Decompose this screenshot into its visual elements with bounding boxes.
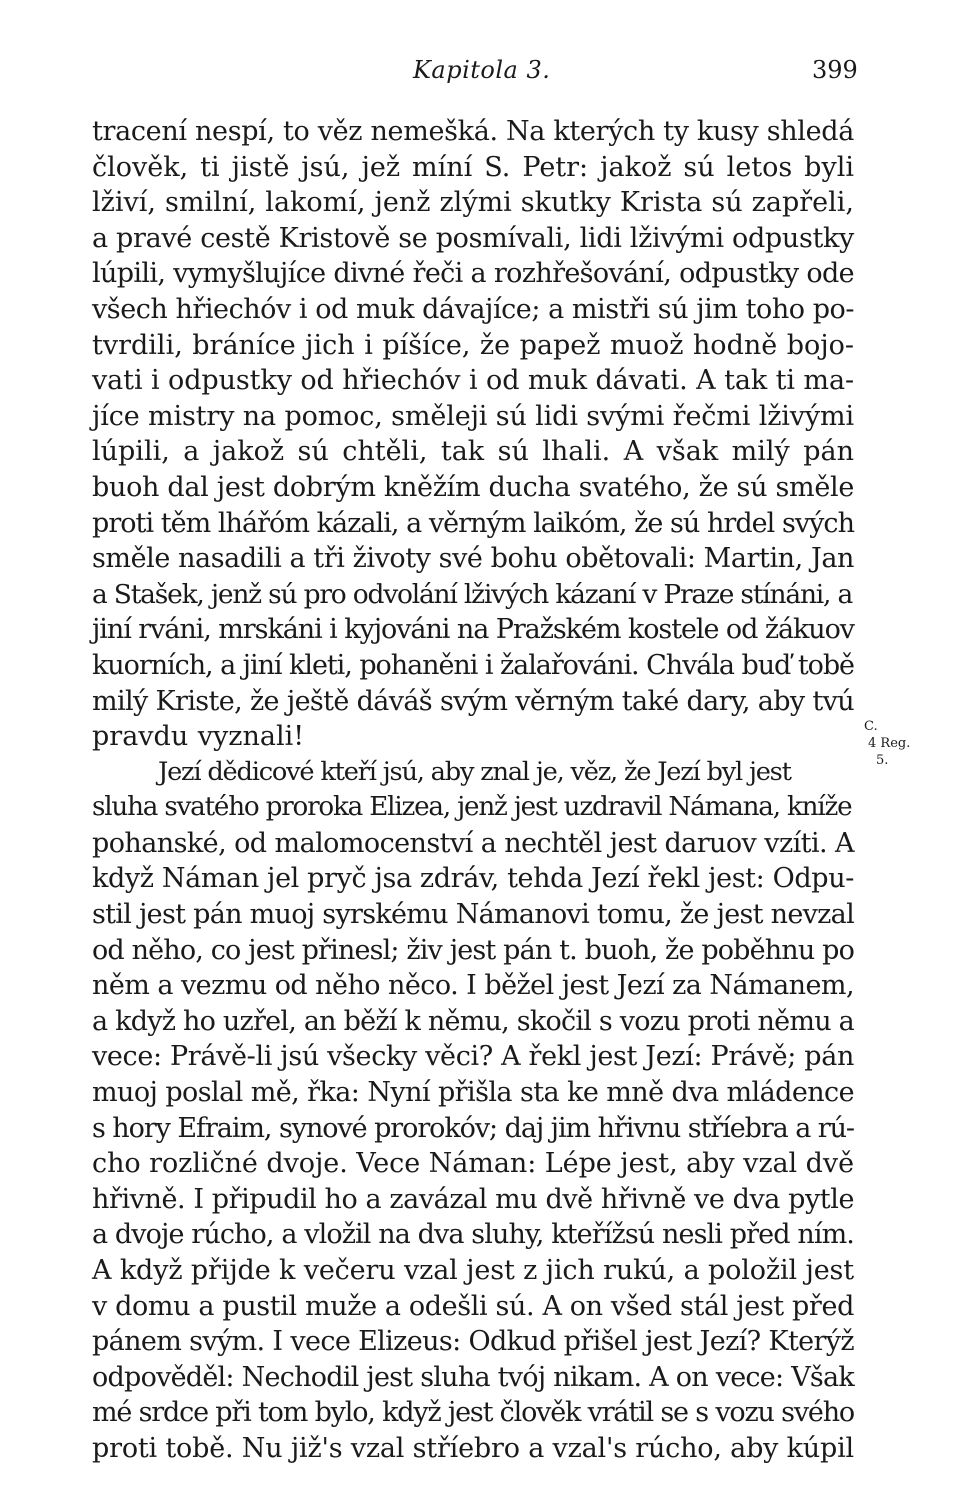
text-line: od něho, co jest přinesl; živ jest pán t. buoh, že poběhnu po	[92, 934, 854, 966]
text-line: pánem svým. I vece Elizeus: Odkud přišel jest Jezí? Kterýž	[92, 1326, 854, 1358]
body-text	[92, 114, 854, 1467]
text-line: buoh dal jest dobrým kněžím ducha svatého, že sú směle	[92, 471, 854, 503]
margin-note-verse: 5.	[876, 753, 889, 768]
text-line: Jezí dědicové kteří jsú, aby znal je, věz, že Jezí byl jest	[158, 756, 791, 787]
text-line: když Náman jel pryč jsa zdráv, tehda Jezí řekl jest: Odpu-	[92, 863, 854, 895]
text-line: tvrdili, bráníce jich i píšíce, že papež muož hodně bojo-	[92, 329, 854, 361]
text-line: s hory Efraim, synové prorokóv; daj jim hřivnu stříebra a rú-	[92, 1112, 854, 1144]
text-line: všech hřiechóv i od muk dávajíce; a mistři sú jim toho po-	[92, 293, 854, 325]
text-line: jiní rváni, mrskáni i kyjováni na Pražském kostele od žákuov	[92, 614, 854, 646]
text-line: a Stašek, jenž sú pro odvolání lživých kázaní v Praze stínáni, a	[92, 578, 853, 610]
text-line: lúpili, a jakož sú chtěli, tak sú lhali. A však milý pán	[92, 436, 854, 468]
page-number: 399	[812, 56, 858, 84]
text-line: lúpili, vymyšlujíce divné řeči a rozhřešování, odpustky ode	[92, 258, 854, 290]
text-line: sluha svatého proroka Elizea, jenž jest uzdravil Námana, kníže	[92, 792, 852, 823]
text-line: vece: Právě-li jsú všecky věci? A řekl jest Jezí: Právě; pán	[92, 1041, 854, 1073]
text-line: hřivně. I připudil ho a zavázal mu dvě hřivně ve dva pytle	[92, 1183, 854, 1215]
text-line: a pravé cestě Kristově se posmívali, lidi lživými odpustky	[92, 222, 854, 254]
running-head	[0, 56, 960, 92]
text-line: stil jest pán muoj syrskému Námanovi tomu, že jest nevzal	[92, 899, 854, 931]
running-title: Kapitola 3.	[413, 56, 551, 84]
text-line: mé srdce při tom bylo, když jest člověk vrátil se s vozu svého	[92, 1397, 854, 1429]
text-line: směle nasadili a tři životy své bohu obětovali: Martin, Jan	[92, 543, 854, 575]
text-line: vati i odpustky od hřiechóv i od muk dávati. A tak ti ma-	[92, 365, 854, 397]
text-line: člověk, ti jistě jsú, jež míní S. Petr: jakož sú letos byli	[92, 151, 854, 183]
text-line: muoj poslal mě, řka: Nyní přišla sta ke mně dva mládence	[92, 1077, 854, 1109]
text-line: kuorních, a jiní kleti, pohaněni i žalařováni. Chvála buď tobě	[92, 649, 854, 681]
text-line: něm a vezmu od něho něco. I běžel jest Jezí za Námanem,	[92, 970, 854, 1002]
text-line: cho rozličné dvoje. Vece Náman: Lépe jest, aby vzal dvě	[92, 1148, 854, 1180]
text-line: a dvoje rúcho, a vložil na dva sluhy, kteřížsú nesli před ním.	[92, 1219, 854, 1251]
text-line: v domu a pustil muže a odešli sú. A on všed stál jest před	[92, 1290, 854, 1322]
text-line: lživí, smilní, lakomí, jenž zlými skutky Krista sú zapřeli,	[92, 187, 854, 219]
margin-note-chapter: C.	[864, 719, 878, 734]
text-line: proti těm lhářóm kázali, a věrným laikóm, že sú hrdel svých	[92, 507, 854, 539]
text-line: A když přijde k večeru vzal jest z jich rukú, a položil jest	[92, 1255, 854, 1286]
text-line: jíce mistry na pomoc, směleji sú lidi svými řečmi lživými	[92, 400, 854, 432]
text-line: pohanské, od malomocenství a nechtěl jest daruov vzíti. A	[92, 827, 854, 859]
text-line: proti tobě. Nu již's vzal stříebro a vzal's rúcho, aby kúpil	[92, 1432, 854, 1464]
text-line: milý Kriste, že ještě dáváš svým věrným také dary, aby tvú	[92, 685, 854, 717]
margin-note	[864, 718, 924, 769]
text-line: tracení nespí, to věz nemešká. Na kterých ty kusy shledá	[92, 116, 854, 147]
text-line: pravdu vyznali!	[92, 721, 305, 753]
text-line: a když ho uzřel, an běží k němu, skočil s vozu proti němu a	[92, 1005, 854, 1037]
margin-note-reference: 4 Reg.	[868, 736, 911, 751]
text-line: odpověděl: Nechodil jest sluha tvój nikam. A on vece: Však	[92, 1361, 854, 1393]
